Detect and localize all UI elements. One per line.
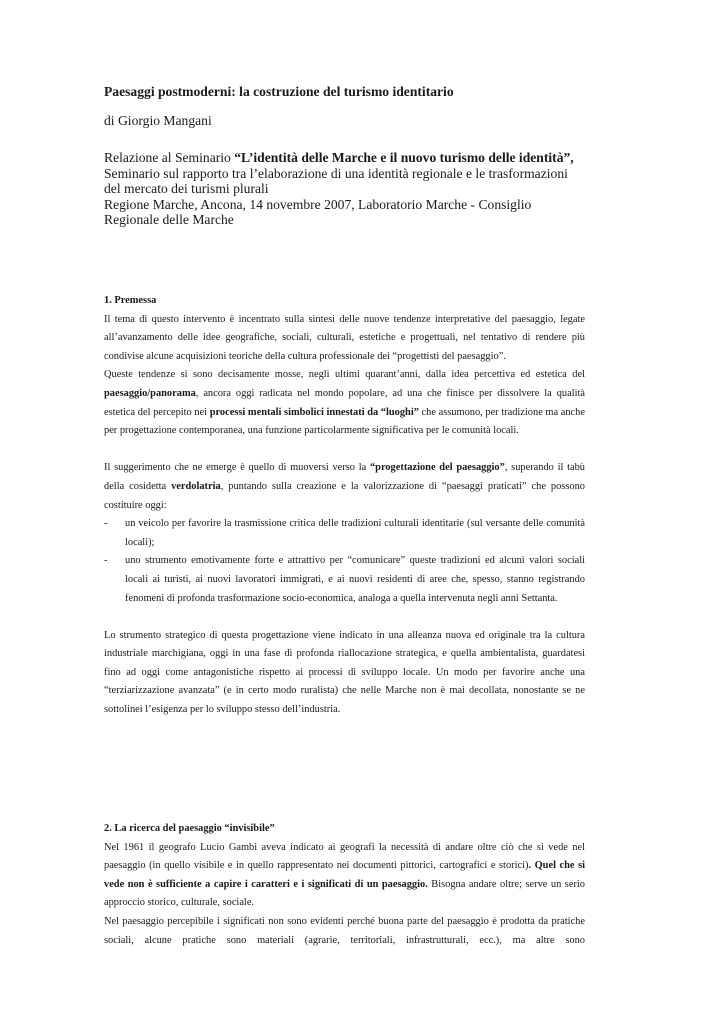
- paragraph: [104, 366, 585, 440]
- text-run: , ancora oggi radicata nel mondo popolare, ad una che finisce per dissolvere la qualità estetica del percepito nei: [104, 387, 585, 418]
- text-run: Nel 1961 il geografo Lucio Gambi aveva indicato ai geografi la necessità di andare oltre ciò che si vede nel paesaggio (in quello visibile e in quello rappresentato nei documenti pittorici, cartografici e storici): [104, 841, 585, 872]
- venue-line: Regione Marche, Ancona, 14 novembre 2007, Laboratorio Marche - Consiglio Regionale delle Marche: [104, 196, 532, 227]
- section-premessa: [104, 292, 585, 720]
- spacer: [104, 441, 585, 460]
- paragraph: Lo strumento strategico di questa progettazione viene indicato in una alleanza nuova ed originale tra la cultura industriale marchigiana, oggi in una fase di profonda riallocazione strategica, e quella ambientalista, guardatesi fino ad oggi come antagonistiche rispetto ai processi di sviluppo locale. Un modo per favorire anche una “terziarizzazione avanzata” (e in certo modo ruralista) che nelle Marche non è mai decollata, nonostante se ne sottolinei l’esigenza per lo sviluppo stesso dell’industria.: [104, 629, 585, 716]
- text-run: Queste tendenze si sono decisamente mosse, negli ultimi quarant’anni, dalla idea percettiva ed estetica del: [104, 369, 585, 381]
- relazione-line: [104, 150, 585, 166]
- seminar-title: “L’identità delle Marche e il nuovo turismo delle identità”,: [234, 150, 574, 165]
- section-ricerca: [104, 820, 585, 969]
- bullet-list: [104, 515, 585, 608]
- section-heading: 1. Premessa: [104, 295, 157, 306]
- list-item: - uno strumento emotivamente forte e attrattivo per “comunicare” queste tradizioni ed alcuni valori sociali locali ai turisti, ai nuovi lavoratori immigrati, e ai nuovi residenti di aree che, spesso, stanno registrando fenomeni di profonda trasformazione socio-economica, analoga a quella intervenuta negli anni Settanta.: [104, 552, 585, 608]
- text-run: Bisogna andare oltre; serve un serio approccio storico, culturale, sociale.: [104, 878, 585, 909]
- author-line: di Giorgio Mangani: [104, 113, 212, 128]
- seminar-description: Seminario sul rapporto tra l’elaborazione di una identità regionale e le trasformazioni del mercato dei turismi plurali: [104, 165, 568, 196]
- paragraph: Il tema di questo intervento è incentrato sulla sintesi delle nuove tendenze interpretative del paesaggio, legate all’avanzamento delle idee geografiche, sociali, culturali, estetiche e progettuali, nel tentativo di rendere più condivise alcune acquisizioni teoriche della cultura professionale dei “progettisti del paesaggio”.: [104, 313, 585, 362]
- bold-run: “progettazione del paesaggio”: [369, 462, 505, 474]
- text-run: Il suggerimento che ne emerge è quello di muoversi verso la: [104, 462, 370, 474]
- list-item: - un veicolo per favorire la trasmissione critica delle tradizioni culturali identitarie (sul versante delle comunità locali);: [104, 515, 585, 552]
- document-title: Paesaggi postmoderni: la costruzione del turismo identitario: [104, 84, 454, 99]
- seminar-info: [104, 150, 585, 228]
- bold-run: verdolatria: [171, 480, 221, 492]
- text-run: , puntando sulla creazione e la valorizzazione di “paesaggi praticati” che possono costituire oggi:: [104, 480, 585, 511]
- section-heading: 2. La ricerca del paesaggio “invisibile”: [104, 823, 275, 834]
- bold-run: . Quel che si vede non è sufficiente a capire i caratteri e i significati di un paesaggio.: [104, 860, 586, 890]
- bold-run: paesaggio/panorama: [104, 387, 196, 399]
- paragraph: [104, 839, 585, 913]
- bold-run: processi mentali simbolici innestati da “luoghi”: [209, 406, 419, 418]
- text-run: , superando il tabù della cosidetta: [104, 462, 586, 492]
- relazione-prefix: Relazione al Seminario: [104, 150, 235, 165]
- text-run: che assumono, per tradizione ma anche per progettazione contemporanea, una funzione particolarmente significativa per le comunità locali.: [104, 406, 585, 437]
- spacer: [104, 608, 585, 627]
- paragraph: [104, 459, 585, 515]
- paragraph: Nel paesaggio percepibile i significati non sono evidenti perché buona parte del paesaggio è prodotta da pratiche sociali, alcune pratiche sono materiali (agrarie, territoriali, infrastrutturali, ecc.), ma altre sono: [104, 915, 585, 946]
